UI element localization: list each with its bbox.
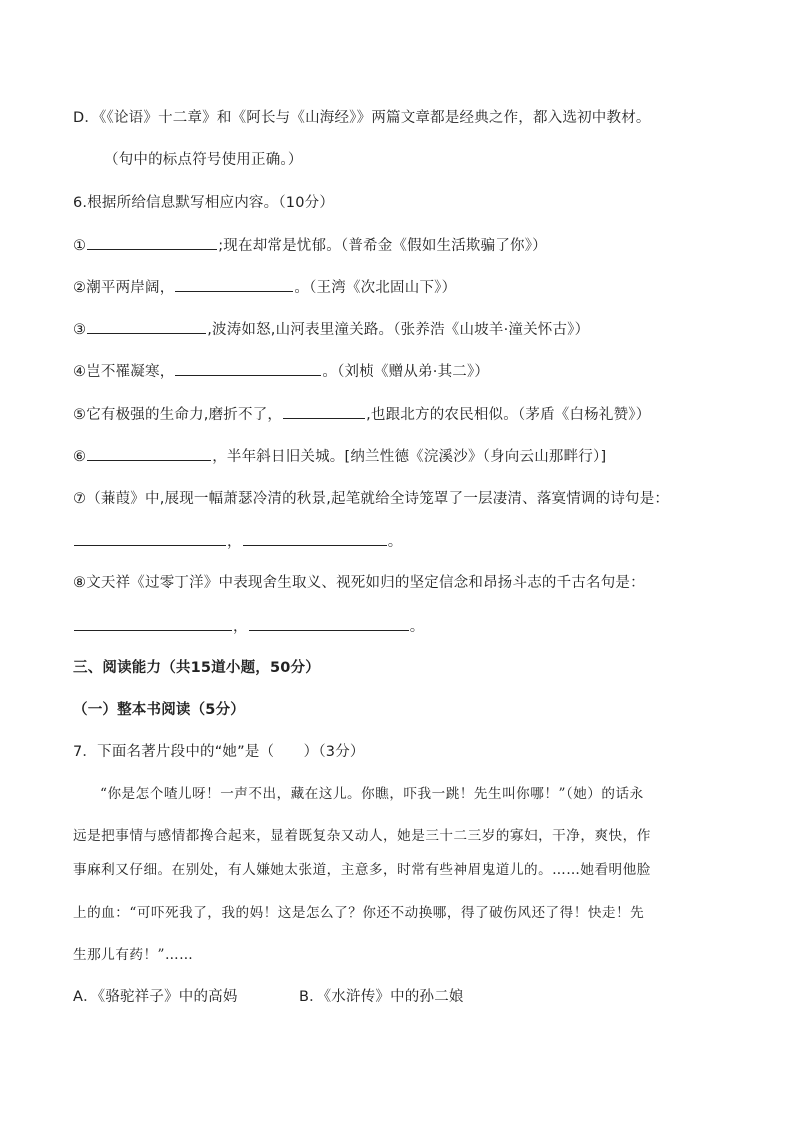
passage-line-2: 远是把事情与感情都搀合起来，显着既复杂又动人，她是三十二三岁的寡妇，干净，爽快，作 — [73, 828, 651, 844]
item-2-text: ②潮平两岸阔， — [73, 280, 175, 296]
fill-item-3 — [73, 319, 589, 340]
answer-blank[interactable] — [283, 404, 365, 419]
item-4-source: 。（刘桢《赠从弟·其二》） — [322, 364, 490, 380]
answer-blank[interactable] — [87, 319, 206, 334]
fill-item-2 — [73, 277, 456, 298]
fill-item-7-blanks — [73, 531, 402, 552]
option-d-note: （句中的标点符号使用正确。） — [104, 152, 303, 168]
period: 。 — [387, 534, 403, 550]
item-3-text: ,波涛如怒,山河表里潼关路。（张养浩《山坡羊·潼关怀古》） — [207, 322, 590, 338]
option-d-text: D．《《论语》十二章》和《阿长与《山海经》》两篇文章都是经典之作，都入选初中教材。 — [73, 110, 651, 126]
fill-item-8-prompt: ⑧文天祥《过零丁洋》中表现舍生取义、视死如归的坚定信念和昂扬斗志的千古名句是： — [73, 575, 645, 591]
item-1-marker: ① — [73, 238, 87, 254]
item-3-marker: ③ — [73, 322, 87, 338]
fill-item-8-blanks — [73, 616, 424, 637]
passage-line-1: “你是怎个喳儿呀！一声不出，藏在这儿。你瞧，吓我一跳！先生叫你哪！”（她）的话永 — [100, 786, 644, 802]
option-a[interactable]: A．《骆驼祥子》中的高妈 — [73, 989, 238, 1005]
item-6-text: ，半年斜日旧关城。[纳兰性德《浣溪沙》（身向云山那畔行）] — [212, 449, 607, 465]
item-1-text: ;现在却常是忧郁。（普希金《假如生活欺骗了你》） — [218, 238, 547, 254]
section-3-heading: 三、阅读能力（共15道小题，50分） — [73, 660, 320, 676]
subsection-1-heading: （一）整本书阅读（5分） — [73, 702, 245, 718]
item-4-text: ④岂不罹凝寒， — [73, 364, 175, 380]
fill-item-7-prompt: ⑦（蒹葭》中,展现一幅萧瑟冷清的秋景,起笔就给全诗笼罩了一层凄清、落寞情调的诗句是： — [73, 491, 670, 507]
answer-blank[interactable] — [249, 616, 409, 631]
passage-line-3: 事麻利又仔细。在别处，有人嫌她太张道，主意多，时常有些神眉鬼道儿的。……她看明他脸 — [73, 862, 651, 878]
item-6-marker: ⑥ — [73, 449, 87, 465]
period: 。 — [409, 619, 425, 635]
fill-item-4 — [73, 361, 489, 382]
passage-line-5: 生那儿有药！”…… — [73, 947, 194, 963]
fill-item-1 — [73, 235, 547, 256]
answer-blank[interactable] — [74, 616, 232, 631]
answer-blank[interactable] — [74, 531, 226, 546]
question-7-heading: 7．下面名著片段中的“她”是（ ）（3分） — [73, 744, 365, 760]
answer-blank[interactable] — [87, 446, 211, 461]
question-6-heading: 6.根据所给信息默写相应内容。（10分） — [73, 195, 335, 211]
option-b[interactable]: B．《水浒传》中的孙二娘 — [299, 989, 464, 1005]
item-2-source: 。（王湾《次北固山下》） — [294, 280, 457, 296]
answer-blank[interactable] — [87, 235, 217, 250]
item-5-text: ⑤它有极强的生命力,磨折不了， — [73, 407, 283, 423]
comma: ， — [233, 619, 248, 635]
passage-line-4: 上的血：“可吓死我了，我的妈！这是怎么了？你还不动换哪，得了破伤风还了得！快走！先 — [73, 905, 645, 921]
answer-blank[interactable] — [175, 277, 293, 292]
answer-blank[interactable] — [243, 531, 387, 546]
fill-item-5 — [73, 404, 650, 425]
answer-blank[interactable] — [175, 361, 321, 376]
comma: ， — [227, 534, 242, 550]
item-5-source: ,也跟北方的农民相似。（茅盾《白杨礼赞》） — [366, 407, 651, 423]
fill-item-6 — [73, 446, 606, 467]
